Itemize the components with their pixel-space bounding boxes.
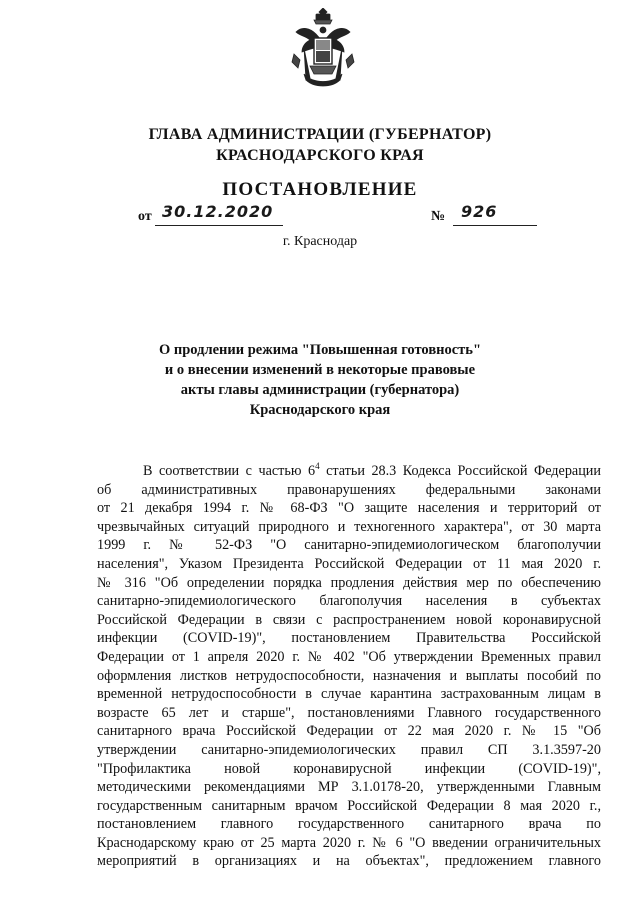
- body-line: № 316 "Об определении порядка продления действия мер по обеспечению: [97, 574, 601, 591]
- document-title: [120, 340, 520, 420]
- body-line: "Профилактика новой коронавирусной инфекции (COVID-19)",: [97, 760, 601, 777]
- body-line: населения", Указом Президента Российской Федерации от 11 мая 2020 г.: [97, 555, 601, 572]
- date-handwritten: 30.12.2020: [162, 202, 274, 221]
- body-line: Краснодарскому краю от 25 марта 2020 г. № 6 "О введении ограничительных: [97, 834, 601, 851]
- title-line: и о внесении изменений в некоторые правовые: [164, 362, 476, 378]
- body-line: государственным санитарным врачом Российской Федерации 8 мая 2020 г.,: [97, 797, 601, 814]
- body-line: инфекции (COVID-19)", постановлением Правительства Российской: [97, 630, 601, 647]
- body-line: санитарного врача Российской Федерации от 22 мая 2020 г. № 15 "Об: [97, 723, 601, 740]
- document-body: [97, 462, 601, 871]
- title-line: акты главы администрации (губернатора): [180, 382, 460, 398]
- number-handwritten: 926: [461, 202, 498, 221]
- title-line: О продлении режима "Повышенная готовность": [158, 342, 482, 358]
- body-line-first: [97, 462, 601, 481]
- krasnodar-coat-of-arms-emblem: [290, 8, 356, 88]
- body-line: утверждении санитарно-эпидемиологических правил СП 3.1.3597-20: [97, 741, 601, 758]
- authority-name-line2: КРАСНОДАРСКОГО КРАЯ: [216, 147, 424, 164]
- city-line: г. Краснодар: [282, 234, 358, 249]
- number-underline: [453, 225, 537, 226]
- document-type-heading: ПОСТАНОВЛЕНИЕ: [222, 179, 418, 200]
- body-line: методическими рекомендациями МР 3.1.0178-20, утвержденными Главным: [97, 779, 601, 796]
- date-field: [138, 202, 274, 225]
- body-line: 1999 г. № 52-ФЗ "О санитарно-эпидемиологическом благополучии: [97, 537, 601, 554]
- body-text-part: статьи 28.3 Кодекса Российской Федерации: [319, 463, 601, 479]
- body-line: Российской Федерации в связи с распространением новой коронавирусной: [97, 611, 601, 628]
- number-field: [431, 202, 498, 225]
- title-line: Краснодарского края: [249, 402, 391, 418]
- body-line: оформления листков нетрудоспособности, назначения и выплаты пособий по: [97, 667, 601, 684]
- body-text-part: В соответствии с частью 6: [143, 463, 316, 479]
- number-prefix: №: [431, 209, 446, 224]
- date-prefix: от: [138, 209, 152, 224]
- body-line: санитарно-эпидемиологического благополучия населения в субъектах: [97, 593, 601, 610]
- body-line: чрезвычайных ситуаций природного и техногенного характера", от 30 марта: [97, 518, 601, 535]
- body-line: постановлением главного государственного санитарного врача по: [97, 816, 601, 833]
- body-line: об административных правонарушениях федеральными законами: [97, 481, 601, 498]
- superscript: 4: [315, 462, 320, 471]
- body-line: возрасте 65 лет и старше", постановлениями Главного государственного: [97, 704, 601, 721]
- body-line: Федерации от 1 апреля 2020 г. № 402 "Об утверждении Временных правил: [97, 648, 601, 665]
- body-line: временной нетрудоспособности в случае карантина застрахованным лицам в: [97, 686, 601, 703]
- body-line: мероприятий в организациях и на объектах", предложением главного: [97, 853, 601, 870]
- date-underline: [155, 225, 283, 226]
- body-line: от 21 декабря 1994 г. № 68-ФЗ "О защите населения и территорий от: [97, 500, 601, 517]
- authority-name-line1: ГЛАВА АДМИНИСТРАЦИИ (ГУБЕРНАТОР): [148, 126, 492, 143]
